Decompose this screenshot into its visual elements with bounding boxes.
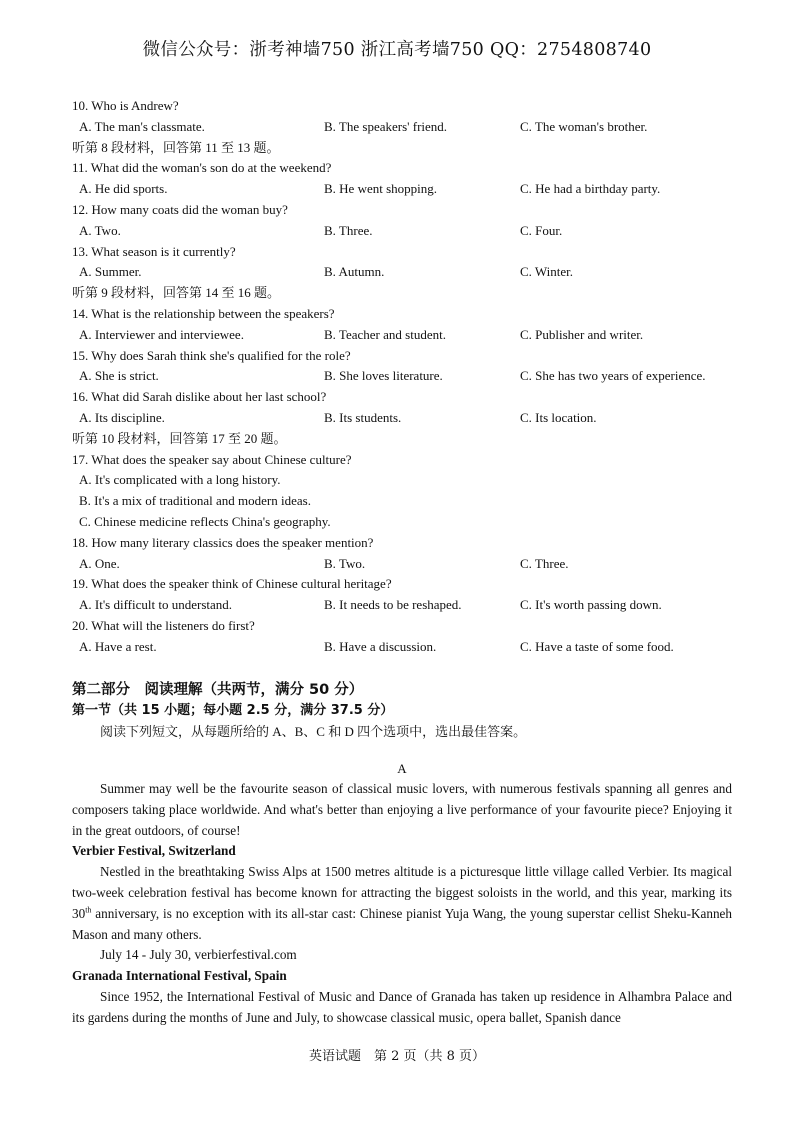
granada-paragraph: Since 1952, the International Festival of Music and Dance of Granada has taken up residence in Alhambra Palace and its gardens during the months of June and July, to showcase classical music, opera ballet, Spanish dance — [72, 988, 732, 1025]
option-a: A. The man's classmate. — [79, 118, 205, 134]
option-a: A. Have a rest. — [79, 638, 157, 654]
verbier-paragraph — [72, 862, 732, 945]
option-c: C. Publisher and writer. — [520, 326, 644, 342]
option-b: B. Have a discussion. — [324, 638, 437, 654]
verbier-text-2: anniversary, is no exception with its all-star cast: Chinese pianist Yuja Wang, the young superstar cellist Sheku-Kanneh Mason and many others. — [72, 905, 732, 942]
options-row — [72, 554, 752, 575]
question: 15. Why does Sarah think she's qualified for the role? — [72, 347, 351, 363]
option-b: B. Autumn. — [324, 264, 385, 280]
option-line: C. Chinese medicine reflects China's geography. — [79, 513, 331, 529]
question: 13. What season is it currently? — [72, 243, 236, 259]
verbier-text-1: Nestled in the breathtaking Swiss Alps at 1500 metres altitude is a picturesque little village called Verbier. Its magical two-week celebration festival has become known for attracting the biggest soloists in the world, and this year, marking its 30 — [72, 864, 732, 921]
option-a: A. Its discipline. — [79, 409, 165, 425]
option-a: A. He did sports. — [79, 181, 168, 197]
options-row — [72, 366, 752, 387]
option-b: B. Teacher and student. — [324, 326, 446, 342]
option-c: C. Winter. — [520, 264, 574, 280]
question: 12. How many coats did the woman buy? — [72, 201, 288, 217]
instruction: 阅读下列短文，从每题所给的 A、B、C 和 D 四个选项中，选出最佳答案。 — [100, 724, 527, 739]
question: 20. What will the listeners do first? — [72, 617, 255, 633]
options-row — [72, 595, 752, 616]
ordinal-suffix: th — [85, 905, 92, 915]
question: 10. Who is Andrew? — [72, 98, 179, 113]
option-c: C. Three. — [520, 555, 569, 571]
listening-questions — [72, 96, 752, 658]
granada-heading: Granada International Festival, Spain — [72, 968, 287, 984]
option-line: A. It's complicated with a long history. — [79, 472, 281, 488]
options-row — [72, 325, 752, 346]
option-a: A. Summer. — [79, 264, 142, 280]
option-c: C. Have a taste of some food. — [520, 638, 674, 654]
verbier-dates: July 14 - July 30, verbierfestival.com — [100, 947, 297, 963]
question: 19. What does the speaker think of Chinese cultural heritage? — [72, 576, 392, 592]
section-instruction: 听第 10 段材料，回答第 17 至 20 题。 — [72, 430, 287, 446]
options-row — [72, 179, 752, 200]
section-title: 第一节（共 15 小题；每小题 2.5 分，满分 37.5 分） — [72, 703, 394, 718]
option-b: B. The speakers' friend. — [324, 118, 448, 134]
section-instruction: 听第 9 段材料，回答第 14 至 16 题。 — [72, 285, 281, 301]
option-c: C. He had a birthday party. — [520, 181, 661, 197]
option-c: C. Its location. — [520, 409, 597, 425]
option-a: A. Interviewer and interviewee. — [79, 326, 244, 342]
option-b: B. Two. — [324, 555, 366, 571]
option-b: B. She loves literature. — [324, 368, 443, 384]
option-c: C. Four. — [520, 222, 563, 238]
option-c: C. The woman's brother. — [520, 118, 648, 134]
options-row — [72, 408, 752, 429]
passage-intro: Summer may well be the favourite season of classical music lovers, with numerous festivals spanning all genres and composers taking place worldwide. And what's better than enjoying a live performance of your favourite piece? Enjoying it in the great outdoors, of course! — [72, 781, 732, 838]
option-c: C. She has two years of experience. — [520, 368, 706, 384]
page-header: 微信公众号：浙考神墙750 浙江高考墙750 QQ：2754808740 — [142, 40, 652, 60]
verbier-heading: Verbier Festival, Switzerland — [72, 843, 236, 859]
option-c: C. It's worth passing down. — [520, 597, 662, 613]
question: 17. What does the speaker say about Chinese culture? — [72, 451, 352, 467]
passage-letter: A — [397, 761, 407, 776]
options-row — [72, 637, 752, 658]
option-b: B. Its students. — [324, 409, 402, 425]
option-a: A. One. — [79, 555, 120, 571]
section-instruction: 听第 8 段材料，回答第 11 至 13 题。 — [72, 139, 280, 155]
option-b: B. It needs to be reshaped. — [324, 597, 462, 613]
page-footer: 英语试题 第 2 页（共 8 页） — [308, 1049, 486, 1064]
options-row — [72, 117, 752, 138]
option-a: A. Two. — [79, 222, 121, 238]
question: 16. What did Sarah dislike about her last school? — [72, 389, 327, 405]
option-b: B. Three. — [324, 222, 373, 238]
question: 18. How many literary classics does the speaker mention? — [72, 534, 374, 550]
option-a: A. It's difficult to understand. — [79, 597, 233, 613]
options-row — [72, 262, 752, 283]
option-a: A. She is strict. — [79, 368, 159, 384]
part-title: 第二部分 阅读理解（共两节，满分 50 分） — [72, 682, 364, 698]
options-row — [72, 221, 752, 242]
option-b: B. He went shopping. — [324, 181, 438, 197]
reading-section — [72, 679, 732, 1029]
question: 11. What did the woman's son do at the weekend? — [72, 160, 332, 176]
question: 14. What is the relationship between the speakers? — [72, 305, 335, 321]
option-line: B. It's a mix of traditional and modern ideas. — [79, 493, 311, 509]
